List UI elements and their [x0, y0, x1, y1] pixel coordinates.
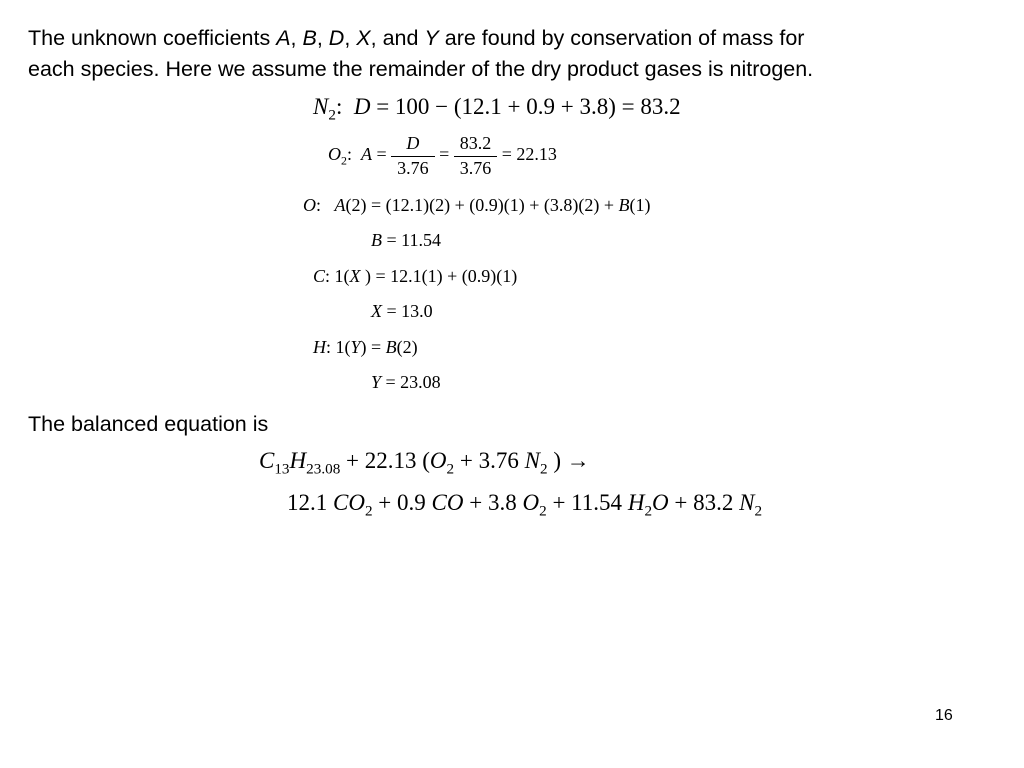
subscript: 2: [539, 460, 548, 478]
fraction: [391, 133, 435, 179]
balanced-equation-line1: [259, 448, 590, 478]
result-b: [371, 230, 441, 251]
coefficient: + 3.8: [463, 490, 523, 515]
result-x: [371, 301, 433, 322]
subscript: 2: [341, 153, 347, 168]
variable: Y: [350, 337, 361, 357]
numerator: 83.2: [454, 133, 498, 157]
variable: Y: [371, 372, 382, 392]
subscript: 23.08: [306, 460, 341, 478]
species-symbol: O: [522, 490, 540, 515]
coefficient: 12.1: [287, 490, 333, 515]
species-symbol: H: [313, 337, 326, 357]
colon: : 1(: [326, 337, 351, 357]
equals: ) =: [360, 337, 386, 357]
coefficient: + 83.2: [668, 490, 740, 515]
variable: B: [618, 195, 630, 215]
variable: B: [371, 230, 382, 250]
subscript: 2: [364, 502, 373, 520]
coefficient: + 3.76: [454, 448, 525, 473]
species-symbol: N: [524, 448, 540, 473]
species-symbol: H: [627, 490, 645, 515]
denominator: 3.76: [397, 157, 429, 178]
equation-rhs: = 23.08: [381, 372, 441, 392]
equation-rhs: ) = 12.1(1) + (0.9)(1): [360, 266, 518, 286]
colon: : 1(: [325, 266, 350, 286]
equation-h: [313, 337, 418, 358]
equation-o: [303, 195, 651, 216]
result-y: [371, 372, 441, 393]
numerator: D: [391, 133, 435, 157]
subscript: 2: [446, 460, 455, 478]
colon: :: [316, 195, 322, 215]
denominator: 3.76: [459, 157, 492, 178]
equation-c: [313, 266, 517, 287]
equation-rhs: = 22.13: [497, 144, 557, 165]
subscript: 2: [754, 502, 763, 520]
species-symbol: CO: [431, 490, 464, 515]
intro-text: The unknown coefficients: [28, 26, 277, 50]
intro-paragraph: [28, 23, 813, 85]
var-y: Y: [424, 26, 439, 50]
subscript: 2: [328, 106, 336, 124]
equation-tail: (1): [629, 195, 651, 215]
equation-o2: [328, 133, 557, 179]
intro-text-line2: each species. Here we assume the remainder of the dry product gases is nitrogen.: [28, 57, 814, 81]
var-x: X: [356, 26, 371, 50]
coefficient: + 0.9: [372, 490, 432, 515]
species-symbol: C: [313, 266, 326, 286]
equation-tail: (2): [396, 337, 418, 357]
separator: ,: [344, 26, 357, 50]
species-symbol: O: [652, 490, 669, 515]
species-symbol: N: [739, 490, 755, 515]
equation-n2: [313, 94, 681, 124]
equals: =: [434, 144, 454, 165]
balanced-equation-line2: [287, 490, 763, 520]
variable: A: [360, 144, 372, 165]
equation-rhs: (2) = (12.1)(2) + (0.9)(1) + (3.8)(2) +: [345, 195, 619, 215]
subscript: 13: [274, 460, 290, 478]
reaction-arrow: ) →: [547, 448, 590, 473]
intro-text: are found by conservation of mass for: [438, 26, 805, 50]
species-symbol: O: [303, 195, 316, 215]
variable: X: [349, 266, 361, 286]
species-symbol: H: [289, 448, 307, 473]
species-symbol: N: [313, 94, 329, 119]
var-a: A: [276, 26, 291, 50]
species-symbol: O: [429, 448, 447, 473]
variable: A: [334, 195, 346, 215]
equation-rhs: = 100 − (12.1 + 0.9 + 3.8) = 83.2: [370, 94, 681, 119]
page-number: 16: [935, 707, 953, 724]
colon: :: [346, 144, 352, 165]
fraction: [454, 133, 498, 179]
var-d: D: [328, 26, 345, 50]
balanced-label: The balanced equation is: [28, 412, 269, 436]
equals: =: [371, 144, 392, 165]
var-b: B: [302, 26, 317, 50]
species-symbol: O: [328, 144, 341, 165]
variable: B: [385, 337, 397, 357]
equation-rhs: = 11.54: [382, 230, 441, 250]
separator: , and: [370, 26, 425, 50]
subscript: 2: [539, 502, 547, 520]
separator: ,: [316, 26, 329, 50]
variable: X: [371, 301, 382, 321]
species-symbol: CO: [333, 490, 365, 515]
separator: ,: [290, 26, 303, 50]
colon: :: [335, 94, 343, 119]
coefficient: + 11.54: [546, 490, 628, 515]
coefficient: + 22.13 (: [340, 448, 430, 473]
variable: D: [353, 94, 371, 119]
equation-rhs: = 13.0: [382, 301, 433, 321]
species-symbol: C: [259, 448, 275, 473]
subscript: 2: [644, 502, 653, 520]
